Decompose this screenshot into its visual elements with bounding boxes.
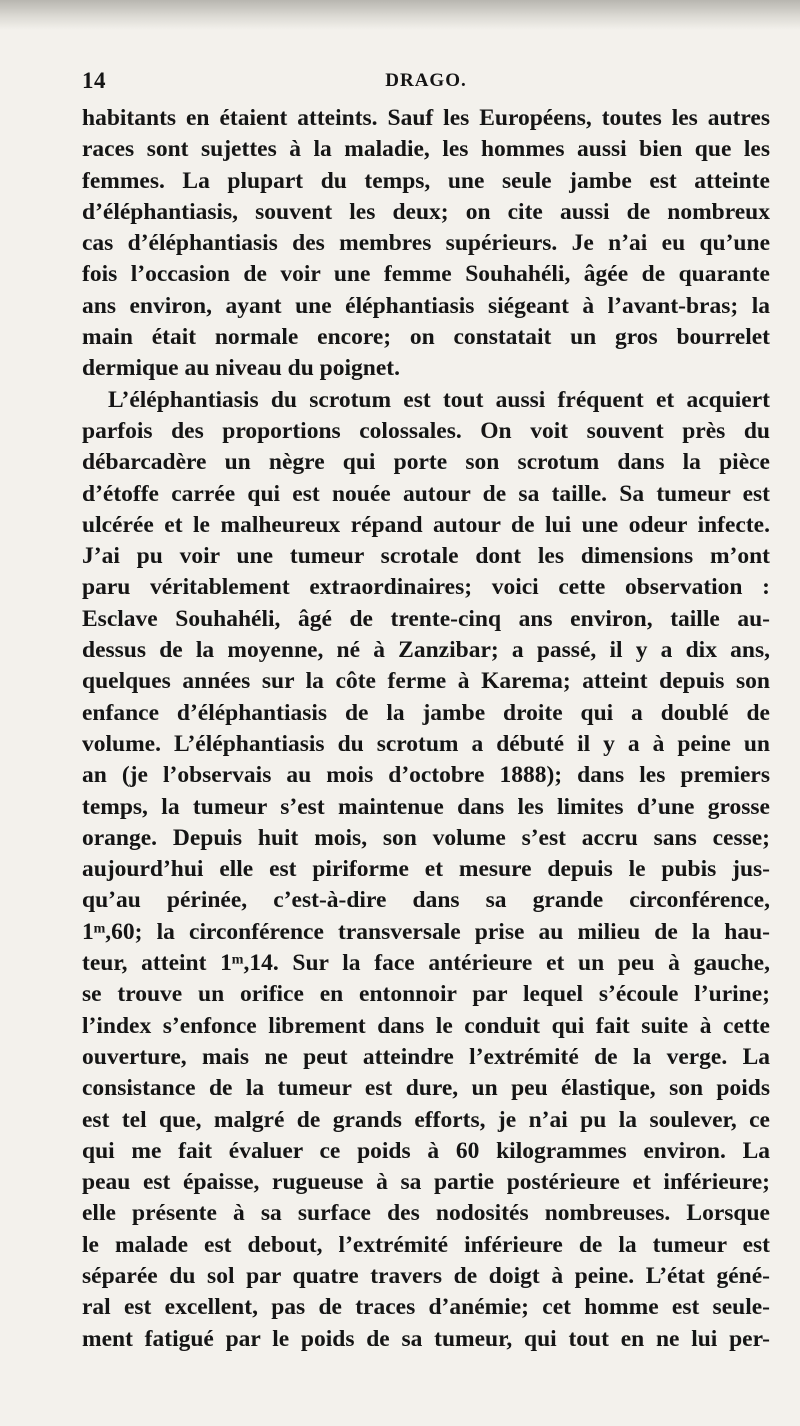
text-line: habitants en étaient atteints. Sauf les Européens, toutes les autres <box>82 105 770 131</box>
paragraph-end-line: dermique au niveau du poignet. <box>82 355 400 382</box>
running-header <box>82 68 770 98</box>
text-line: ans environ, ayant une éléphantiasis siégeant à l’avant-bras; la <box>82 292 770 319</box>
text-line: femmes. La plupart du temps, une seule jambe est atteinte <box>82 167 770 194</box>
text-line: se trouve un orifice en entonnoir par lequel s’écoule l’urine; <box>82 981 770 1008</box>
text-line: peau est épaisse, rugueuse à sa partie postérieure et inférieure; <box>82 1169 770 1196</box>
text-line: qui me fait évaluer ce poids à 60 kilogrammes environ. La <box>82 1137 770 1164</box>
text-line: temps, la tumeur s’est maintenue dans les limites d’une grosse <box>82 793 770 820</box>
text-line: consistance de la tumeur est dure, un peu élastique, son poids <box>82 1075 770 1102</box>
text-line: races sont sujettes à la maladie, les hommes aussi bien que les <box>82 136 770 163</box>
text-line: séparée du sol par quatre travers de doigt à peine. L’état géné- <box>82 1262 770 1289</box>
text-line: cas d’éléphantiasis des membres supérieurs. Je n’ai eu qu’une <box>82 230 770 257</box>
text-line: ral est excellent, pas de traces d’anémie; cet homme est seule- <box>82 1294 770 1321</box>
text-line: aujourd’hui elle est piriforme et mesure depuis le pubis jus- <box>82 856 770 883</box>
text-line: elle présente à sa surface des nodosités nombreuses. Lorsque <box>82 1200 770 1227</box>
text-line: quelques années sur la côte ferme à Karema; atteint depuis son <box>82 668 770 695</box>
text-line: an (je l’observais au mois d’octobre 1888); dans les premiers <box>82 762 770 789</box>
text-line: ment fatigué par le poids de sa tumeur, qui tout en ne lui per- <box>82 1325 770 1352</box>
paragraph-start-line: L’éléphantiasis du scrotum est tout aussi fréquent et acquiert <box>108 386 770 413</box>
page-number: 14 <box>82 68 106 93</box>
text-line: volume. L’éléphantiasis du scrotum a débuté il y a à peine un <box>82 730 770 757</box>
text-line: J’ai pu voir une tumeur scrotale dont les dimensions m’ont <box>82 543 770 570</box>
text-line: débarcadère un nègre qui porte son scrotum dans la pièce <box>82 449 770 476</box>
text-line: l’index s’enfonce librement dans le conduit qui fait suite à cette <box>82 1012 770 1039</box>
text-line: paru véritablement extraordinaires; voici cette observation : <box>82 574 770 601</box>
text-line: teur, atteint 1ᵐ,14. Sur la face antérieure et un peu à gauche, <box>82 950 770 977</box>
text-line: dessus de la moyenne, né à Zanzibar; a passé, il y a dix ans, <box>82 637 770 664</box>
text-line: enfance d’éléphantiasis de la jambe droite qui a doublé de <box>82 699 770 726</box>
text-line: qu’au périnée, c’est-à-dire dans sa grande circonférence, <box>82 887 770 914</box>
text-line: ulcérée et le malheureux répand autour de lui une odeur infecte. <box>82 511 770 538</box>
text-line: 1ᵐ,60; la circonférence transversale prise au milieu de la hau- <box>82 918 770 945</box>
text-line: Esclave Souhahéli, âgé de trente-cinq ans environ, taille au- <box>82 605 770 632</box>
text-line: est tel que, malgré de grands efforts, je n’ai pu la soulever, ce <box>82 1106 770 1133</box>
text-line: le malade est debout, l’extrémité inférieure de la tumeur est <box>82 1231 770 1258</box>
text-line: main était normale encore; on constatait un gros bourrelet <box>82 324 770 351</box>
text-line: parfois des proportions colossales. On voit souvent près du <box>82 417 770 444</box>
text-line: ouverture, mais ne peut atteindre l’extrémité de la verge. La <box>82 1043 770 1070</box>
running-title: DRAGO. <box>385 70 467 91</box>
body-text <box>82 103 770 1355</box>
text-line: fois l’occasion de voir une femme Souhahéli, âgée de quarante <box>82 261 770 288</box>
text-line: orange. Depuis huit mois, son volume s’est accru sans cesse; <box>82 824 770 851</box>
text-line: d’éléphantiasis, souvent les deux; on cite aussi de nombreux <box>82 198 770 225</box>
text-line: d’étoffe carrée qui est nouée autour de sa taille. Sa tumeur est <box>82 480 770 507</box>
